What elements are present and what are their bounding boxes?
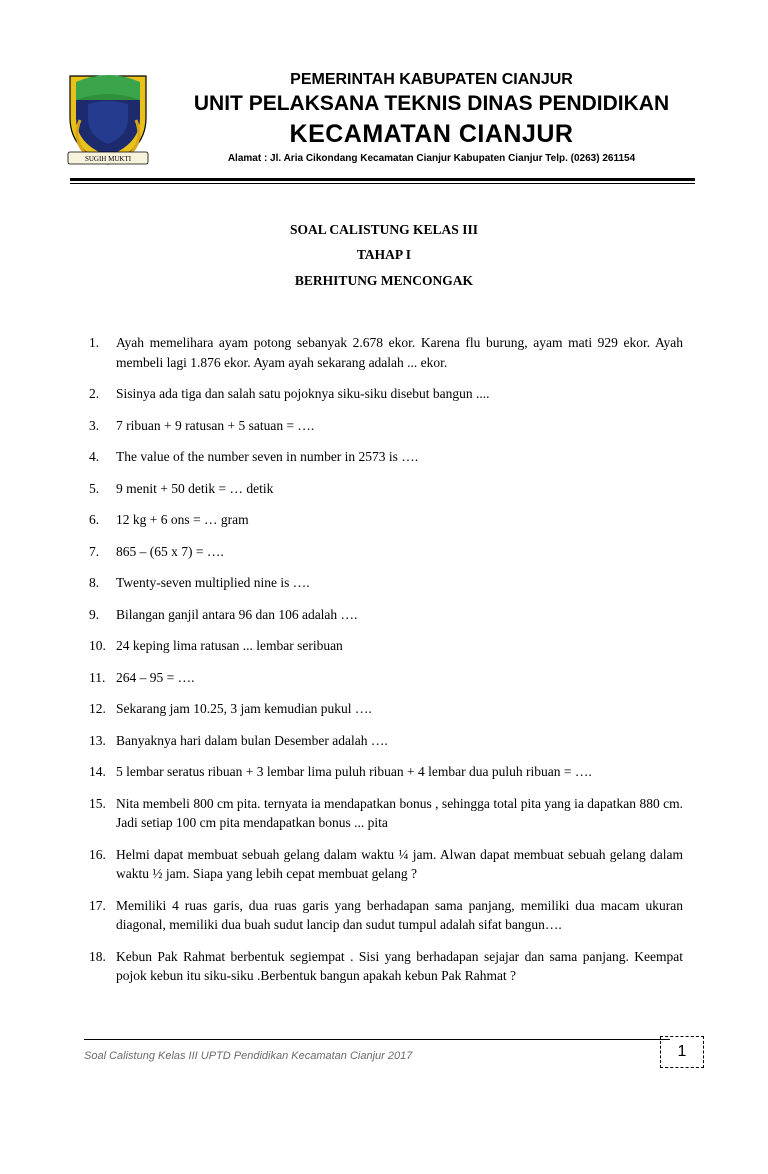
- question-number: 14.: [89, 764, 106, 779]
- question-item: [89, 845, 683, 884]
- question-text: 865 – (65 x 7) = ….: [116, 543, 224, 559]
- question-item: [89, 896, 683, 935]
- question-item: [89, 416, 683, 436]
- question-item: [89, 447, 683, 467]
- header-divider-thick: [70, 178, 695, 181]
- question-number: 11.: [89, 669, 106, 685]
- question-text: Bilangan ganjil antara 96 dan 106 adalah ….: [116, 606, 358, 622]
- header-district: KECAMATAN CIANJUR: [289, 120, 574, 148]
- question-text: 5 lembar seratus ribuan + 3 lembar lima puluh ribuan + 4 lembar dua puluh ribuan = ….: [116, 764, 592, 779]
- question-item: [89, 479, 683, 499]
- question-number: 3.: [89, 417, 100, 433]
- question-text: 24 keping lima ratusan ... lembar seribuan: [116, 638, 343, 653]
- question-text: Helmi dapat membuat sebuah gelang dalam waktu ¼ jam. Alwan dapat membuat sebuah gelang dalam waktu ½ jam. Siapa yang lebih cepat membuat gelang ?: [116, 846, 683, 881]
- question-number: 8.: [89, 575, 100, 590]
- question-number: 15.: [89, 795, 106, 811]
- question-item: [89, 668, 683, 688]
- header-address: Alamat : Jl. Aria Cikondang Kecamatan Cianjur Kabupaten Cianjur Telp. (0263) 261154: [227, 153, 636, 164]
- footer-divider: [84, 1039, 670, 1040]
- question-number: 6.: [89, 512, 100, 527]
- question-item: [89, 384, 683, 404]
- question-text: 7 ribuan + 9 ratusan + 5 satuan = ….: [116, 417, 315, 433]
- question-text: The value of the number seven in number in 2573 is ….: [116, 449, 419, 464]
- question-number: 7.: [89, 543, 100, 559]
- question-number: 17.: [89, 897, 106, 913]
- question-number: 12.: [89, 701, 106, 716]
- question-item: [89, 573, 683, 593]
- question-text: Kebun Pak Rahmat berbentuk segiempat . Sisi yang berhadapan sejajar dan sama panjang. Keempat pojok kebun itu siku-siku .Berbentuk bangun apakah kebun Pak Rahmat ?: [116, 948, 683, 983]
- header-divider-thin: [70, 183, 695, 184]
- question-item: [89, 947, 683, 986]
- question-text: Banyaknya hari dalam bulan Desember adalah ….: [116, 732, 388, 748]
- footer-text: Soal Calistung Kelas III UPTD Pendidikan Kecamatan Cianjur 2017: [84, 1050, 413, 1062]
- document-title: SOAL CALISTUNG KELAS III: [290, 222, 478, 237]
- question-number: 13.: [89, 732, 106, 748]
- question-item: [89, 699, 683, 719]
- question-number: 16.: [89, 846, 106, 862]
- question-number: 1.: [89, 335, 100, 350]
- header-government: PEMERINTAH KABUPATEN CIANJUR: [290, 71, 573, 88]
- question-item: [89, 794, 683, 833]
- question-text: Memiliki 4 ruas garis, dua ruas garis yang berhadapan sama panjang, memiliki dua macam ukuran diagonal, memiliki dua buah sudut lancip dan sudut tumpul adalah sifat bangun….: [116, 897, 683, 932]
- question-item: [89, 510, 683, 530]
- header-unit: UNIT PELAKSANA TEKNIS DINAS PENDIDIKAN: [193, 92, 670, 115]
- question-item: [89, 333, 683, 372]
- question-text: Sekarang jam 10.25, 3 jam kemudian pukul ….: [116, 701, 372, 716]
- question-text: 9 menit + 50 detik = … detik: [116, 480, 274, 496]
- question-list: [89, 333, 683, 998]
- question-item: [89, 762, 683, 782]
- question-number: 9.: [89, 606, 100, 622]
- question-text: Nita membeli 800 cm pita. ternyata ia mendapatkan bonus , sehingga total pita yang ia dapatkan 880 cm. Jadi setiap 100 cm pita mendapatkan bonus ... pita: [116, 795, 683, 830]
- question-number: 5.: [89, 480, 100, 496]
- question-number: 10.: [89, 638, 106, 653]
- question-item: [89, 636, 683, 656]
- logo-motto: SUGIH MUKTI: [84, 155, 132, 163]
- question-item: [89, 731, 683, 751]
- question-text: Ayah memelihara ayam potong sebanyak 2.678 ekor. Karena flu burung, ayam mati 929 ekor. Ayah membeli lagi 1.876 ekor. Ayam ayah sekarang adalah ... ekor.: [116, 335, 683, 370]
- document-stage: TAHAP I: [356, 247, 412, 262]
- question-text: 264 – 95 = ….: [116, 669, 195, 685]
- regency-emblem-logo: [62, 70, 154, 170]
- question-number: 18.: [89, 948, 106, 964]
- question-number: 4.: [89, 449, 100, 464]
- question-text: Sisinya ada tiga dan salah satu pojoknya siku-siku disebut bangun ....: [116, 386, 490, 401]
- question-text: 12 kg + 6 ons = … gram: [116, 512, 249, 527]
- question-number: 2.: [89, 386, 100, 401]
- question-item: [89, 542, 683, 562]
- document-subtitle: BERHITUNG MENCONGAK: [294, 273, 474, 288]
- question-item: [89, 605, 683, 625]
- page-number: 1: [660, 1036, 704, 1068]
- question-text: Twenty-seven multiplied nine is ….: [116, 575, 310, 590]
